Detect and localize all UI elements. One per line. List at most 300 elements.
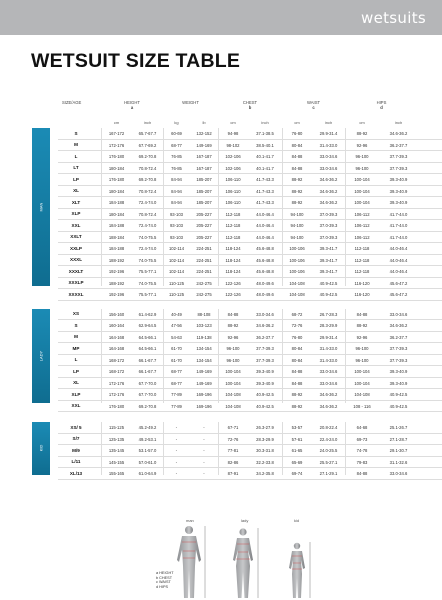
table-cell: 68-77 bbox=[171, 380, 182, 386]
lady-category-band bbox=[32, 309, 50, 404]
table-cell: 39.3-40.9 bbox=[389, 369, 408, 374]
table-cell: 34.6-36.2 bbox=[319, 177, 338, 182]
table-cell: 69-74 bbox=[291, 471, 303, 476]
size-label: S/7 bbox=[72, 436, 80, 441]
table-cell: 37.7-39.3 bbox=[256, 357, 274, 363]
table-cell: 41.7-43.3 bbox=[256, 177, 274, 182]
table-cell: 84-94 bbox=[171, 188, 182, 194]
table-cell: 84-88 bbox=[227, 311, 239, 317]
table-cell: 84-88 bbox=[356, 471, 368, 476]
table-cell: 167-172 bbox=[108, 131, 125, 136]
unit-label: cm bbox=[294, 120, 300, 125]
unit-label: inch bbox=[143, 120, 152, 125]
table-cell: 92-96 bbox=[227, 334, 239, 340]
table-row bbox=[58, 378, 442, 390]
table-cell: 88-92 bbox=[291, 200, 303, 205]
table-cell: 79-83 bbox=[356, 459, 368, 465]
column-divider bbox=[282, 309, 283, 404]
table-cell: 25.5-27.1 bbox=[319, 459, 338, 465]
table-cell: 53.1-57.0 bbox=[138, 448, 157, 453]
table-cell: 33.0-34.6 bbox=[389, 471, 408, 476]
column-divider bbox=[163, 309, 164, 404]
height-header: HEIGHT a bbox=[124, 100, 140, 110]
size-label: L/11 bbox=[71, 459, 81, 464]
table-cell: 96-100 bbox=[355, 346, 369, 351]
table-cell: 33.0-34.6 bbox=[319, 380, 338, 386]
column-divider bbox=[218, 128, 219, 286]
table-row bbox=[58, 140, 442, 152]
table-cell: 106-112 bbox=[354, 223, 370, 228]
table-cell: 118-124 bbox=[225, 257, 241, 263]
table-cell: 104-108 bbox=[354, 392, 370, 397]
table-cell: 103-123 bbox=[196, 323, 212, 328]
table-cell: 29.9-31.4 bbox=[319, 131, 338, 136]
table-cell: 112-118 bbox=[225, 234, 241, 240]
table-cell: 100-104 bbox=[354, 188, 370, 194]
table-cell: 33.0-34.6 bbox=[319, 154, 338, 159]
table-cell: 61.0-64.9 bbox=[138, 471, 157, 476]
table-cell: 48.0-49.6 bbox=[256, 280, 274, 286]
table-cell: 176-180 bbox=[108, 177, 125, 182]
size-label: XS bbox=[72, 311, 80, 316]
table-cell: 172-176 bbox=[108, 392, 125, 397]
table-cell: 29.1-30.7 bbox=[389, 448, 408, 453]
table-cell: 96-100 bbox=[226, 346, 240, 351]
unit-label: kg bbox=[174, 120, 179, 125]
column-divider bbox=[163, 128, 164, 286]
table-cell: 34.6-36.2 bbox=[319, 188, 338, 194]
table-cell: 180-184 bbox=[108, 165, 125, 171]
table-cell: 69.2-70.8 bbox=[138, 154, 157, 159]
size-label: XLP bbox=[71, 211, 81, 216]
table-cell: 41.7-44.0 bbox=[389, 234, 408, 240]
table-cell: 88-92 bbox=[291, 392, 303, 397]
size-label: XL bbox=[73, 188, 79, 193]
size-label: XL/13 bbox=[69, 470, 83, 476]
table-cell: 149-169 bbox=[196, 369, 212, 374]
size-label: L bbox=[74, 153, 78, 159]
body-silhouettes bbox=[0, 518, 442, 600]
table-cell: 33.0-34.6 bbox=[319, 165, 338, 171]
man-figure bbox=[177, 526, 201, 598]
category-label: LADY bbox=[38, 350, 44, 361]
table-cell: 44.0-46.4 bbox=[389, 246, 408, 251]
table-cell: 185-207 bbox=[196, 177, 212, 182]
table-cell: 135-145 bbox=[108, 448, 125, 453]
table-cell: 40.9-42.5 bbox=[256, 403, 274, 409]
table-cell: 70.8-72.4 bbox=[138, 188, 157, 194]
table-cell: - bbox=[203, 436, 205, 442]
table-cell: 64.5-66.1 bbox=[138, 334, 157, 340]
table-cell: 27.1-28.7 bbox=[389, 436, 408, 442]
table-cell: 184-188 bbox=[108, 223, 125, 228]
table-cell: 164-168 bbox=[108, 334, 125, 340]
table-cell: 37.1-38.5 bbox=[256, 131, 274, 136]
column-divider bbox=[101, 422, 102, 475]
table-cell: 39.3-40.9 bbox=[389, 188, 408, 194]
table-cell: 34.6-36.2 bbox=[319, 392, 338, 397]
size-label: LT bbox=[73, 165, 79, 170]
table-cell: 93-103 bbox=[169, 211, 184, 217]
size-label: XLP bbox=[71, 391, 81, 397]
table-header bbox=[58, 97, 442, 128]
table-cell: 72-76 bbox=[227, 436, 239, 442]
table-row bbox=[58, 389, 442, 401]
size-label: XS/ 5 bbox=[70, 424, 82, 430]
table-cell: 37.7-39.3 bbox=[389, 346, 408, 351]
table-cell: 110-125 bbox=[168, 292, 185, 297]
table-cell: 167-187 bbox=[196, 165, 212, 171]
table-cell: 149-169 bbox=[196, 142, 212, 148]
table-cell: 94-100 bbox=[290, 211, 304, 217]
table-cell: 25.1-26.7 bbox=[389, 425, 408, 430]
table-cell: 40.9-42.5 bbox=[319, 280, 338, 286]
table-cell: 34.6-36.2 bbox=[389, 131, 408, 136]
table-cell: - bbox=[203, 471, 205, 476]
table-cell: 72.4-74.0 bbox=[138, 200, 157, 205]
table-cell: 80-84 bbox=[291, 357, 303, 363]
lady-size-group bbox=[38, 309, 442, 413]
table-cell: 40.9-42.5 bbox=[319, 292, 338, 297]
table-cell: 185-207 bbox=[196, 200, 212, 205]
table-cell: 67.7-70.0 bbox=[138, 392, 157, 397]
table-row bbox=[58, 445, 442, 457]
table-row bbox=[58, 309, 442, 321]
table-cell: 122-126 bbox=[225, 280, 241, 286]
table-cell: 96-100 bbox=[355, 154, 369, 159]
table-cell: 116-120 bbox=[354, 280, 370, 286]
table-cell: 116-120 bbox=[354, 292, 370, 297]
table-cell: 68-72 bbox=[291, 311, 303, 317]
table-cell: 112-118 bbox=[354, 269, 370, 274]
unit-label: inch bbox=[394, 120, 403, 125]
kid-size-group bbox=[38, 422, 442, 480]
table-cell: 72.4-74.0 bbox=[138, 246, 157, 251]
table-cell: 31.4-33.0 bbox=[319, 142, 338, 148]
hips-header: HIPS d bbox=[376, 100, 387, 110]
table-cell: 188-192 bbox=[108, 280, 125, 286]
brand-label: wetsuits bbox=[361, 9, 426, 27]
table-cell: 44.0-46.4 bbox=[256, 234, 274, 240]
table-cell: 45.6-48.8 bbox=[256, 246, 274, 251]
table-cell: 184-188 bbox=[108, 200, 125, 205]
size-label: XXLP bbox=[70, 245, 82, 251]
table-cell: 69-73 bbox=[356, 436, 368, 442]
table-cell: 242-275 bbox=[196, 280, 212, 286]
figure-label-lady: lady bbox=[241, 518, 249, 523]
table-cell: 74.0-75.5 bbox=[138, 234, 157, 240]
legend-item: a HEIGHT bbox=[156, 571, 174, 575]
table-cell: 122-126 bbox=[225, 292, 241, 297]
table-cell: 88-92 bbox=[291, 403, 303, 409]
size-age-header: SIZE/AGE bbox=[62, 100, 82, 105]
column-divider bbox=[163, 422, 164, 475]
table-cell: 160-164 bbox=[108, 323, 125, 328]
table-cell: 40.1-41.7 bbox=[256, 165, 274, 171]
legend-item: d HIPS bbox=[156, 584, 169, 589]
size-label: M bbox=[74, 334, 78, 339]
table-cell: 119-138 bbox=[196, 334, 212, 340]
table-cell: 62.9-64.5 bbox=[138, 323, 157, 328]
table-cell: 176-180 bbox=[108, 154, 125, 159]
table-cell: 70.8-72.4 bbox=[138, 165, 157, 171]
table-cell: 77-89 bbox=[171, 392, 182, 397]
table-cell: 88-92 bbox=[356, 323, 368, 328]
table-cell: 96-100 bbox=[355, 357, 369, 363]
table-cell: 38.5-40.1 bbox=[256, 142, 274, 148]
table-cell: 102-106 bbox=[225, 154, 241, 159]
table-cell: 68-77 bbox=[171, 142, 182, 148]
table-cell: 205-227 bbox=[196, 234, 212, 240]
table-cell: 102-114 bbox=[168, 269, 185, 274]
table-cell: 84-88 bbox=[291, 369, 303, 374]
table-cell: 100-106 bbox=[289, 257, 305, 263]
table-cell: 84-88 bbox=[291, 165, 303, 171]
table-cell: 106-112 bbox=[354, 234, 370, 240]
table-cell: 242-275 bbox=[196, 292, 212, 297]
size-label: MP bbox=[72, 345, 80, 351]
table-cell: 39.3-41.7 bbox=[319, 269, 338, 274]
size-label: L bbox=[74, 357, 78, 362]
table-cell: 44.0-46.4 bbox=[256, 223, 274, 228]
table-cell: - bbox=[203, 425, 205, 430]
table-cell: 106-112 bbox=[354, 211, 370, 217]
table-cell: 96-100 bbox=[355, 165, 369, 171]
table-cell: 134-154 bbox=[196, 357, 212, 363]
table-cell: 69.2-70.8 bbox=[138, 177, 157, 182]
table-cell: - bbox=[175, 425, 178, 430]
table-cell: 72-76 bbox=[291, 323, 303, 328]
table-cell: 34.6-36.2 bbox=[319, 403, 338, 409]
size-label: LP bbox=[73, 176, 79, 182]
table-cell: 41.7-43.3 bbox=[256, 188, 274, 194]
table-cell: 192-196 bbox=[108, 269, 125, 274]
column-divider bbox=[345, 422, 346, 475]
table-cell: 40.9-42.5 bbox=[389, 403, 408, 409]
table-row bbox=[58, 457, 442, 469]
table-cell: 84-88 bbox=[291, 154, 303, 159]
table-cell: - bbox=[175, 459, 178, 465]
table-cell: 74-78 bbox=[356, 448, 368, 453]
table-cell: 36.2-37.7 bbox=[256, 334, 274, 340]
table-row bbox=[58, 151, 442, 163]
table-cell: 40.1-41.7 bbox=[256, 154, 274, 159]
table-cell: 102-106 bbox=[225, 165, 241, 171]
table-cell: 87-91 bbox=[227, 471, 239, 476]
unit-label: cm bbox=[230, 120, 236, 125]
size-label: XXXL bbox=[70, 257, 82, 262]
figure-label-kid: kid bbox=[294, 518, 300, 523]
table-cell: 80-84 bbox=[291, 346, 303, 351]
table-cell: 66.1-67.7 bbox=[138, 369, 157, 374]
table-cell: 80-84 bbox=[291, 142, 303, 148]
table-row bbox=[58, 220, 442, 232]
size-label: XXXLT bbox=[68, 268, 84, 274]
table-row bbox=[58, 243, 442, 255]
table-cell: 39.3-40.9 bbox=[389, 380, 408, 386]
table-cell: 93-103 bbox=[169, 223, 184, 228]
table-cell: 76-80 bbox=[291, 131, 303, 136]
table-cell: 169-196 bbox=[196, 403, 212, 409]
table-cell: - bbox=[203, 459, 205, 465]
table-cell: 184-188 bbox=[108, 246, 125, 251]
table-cell: - bbox=[203, 448, 205, 453]
top-banner bbox=[0, 0, 442, 35]
table-cell: 156-160 bbox=[108, 311, 125, 317]
table-row bbox=[58, 174, 442, 186]
body-figures bbox=[0, 518, 442, 600]
table-cell: 108 - 116 bbox=[353, 403, 371, 409]
table-row bbox=[58, 278, 442, 290]
table-row bbox=[58, 266, 442, 278]
table-cell: 112-118 bbox=[354, 257, 370, 263]
table-cell: 104-108 bbox=[225, 392, 241, 397]
table-cell: 64.5-66.1 bbox=[138, 346, 157, 351]
table-cell: 145-155 bbox=[108, 459, 125, 465]
table-cell: 44.0-46.4 bbox=[256, 211, 274, 217]
table-cell: 36.2-37.7 bbox=[389, 142, 408, 148]
table-cell: 41.7-44.0 bbox=[389, 223, 408, 228]
table-cell: 76-85 bbox=[171, 154, 182, 159]
table-cell: 185-207 bbox=[196, 188, 212, 194]
column-divider bbox=[218, 309, 219, 404]
chest-header: CHEST b bbox=[242, 100, 258, 110]
table-cell: 104-108 bbox=[289, 280, 305, 286]
size-label: XXXXL bbox=[68, 291, 84, 297]
size-label: LP bbox=[73, 368, 79, 374]
table-cell: 29.9-31.4 bbox=[319, 334, 338, 340]
table-cell: - bbox=[175, 448, 178, 453]
table-cell: 34.6-36.2 bbox=[389, 323, 408, 328]
table-cell: 82-86 bbox=[227, 459, 239, 465]
table-cell: 88-92 bbox=[356, 131, 368, 136]
table-cell: 45.2-49.2 bbox=[138, 425, 157, 430]
table-cell: 77-89 bbox=[171, 403, 182, 409]
table-cell: 172-176 bbox=[108, 142, 125, 148]
table-cell: 45.6-48.8 bbox=[256, 269, 274, 274]
table-cell: 26.7-28.3 bbox=[319, 311, 338, 317]
size-label: XL bbox=[73, 380, 79, 385]
table-cell: 100-104 bbox=[354, 380, 370, 386]
table-cell: 88-108 bbox=[197, 311, 211, 317]
table-cell: 94-98 bbox=[227, 131, 239, 136]
table-cell: 106-110 bbox=[225, 188, 241, 194]
table-cell: 167-187 bbox=[196, 154, 212, 159]
table-cell: 88-92 bbox=[227, 323, 239, 328]
table-cell: 31.1-32.6 bbox=[389, 459, 408, 465]
table-cell: 169-196 bbox=[196, 392, 212, 397]
table-cell: 93-103 bbox=[169, 234, 184, 240]
column-divider bbox=[345, 128, 346, 286]
table-row bbox=[58, 163, 442, 175]
unit-label: inch bbox=[324, 120, 333, 125]
table-cell: 61.4-62.9 bbox=[138, 311, 157, 317]
table-cell: 118-124 bbox=[225, 246, 241, 251]
size-label: S bbox=[74, 322, 78, 328]
men-size-group bbox=[38, 128, 442, 301]
table-cell: 37.0-39.3 bbox=[319, 234, 338, 240]
table-cell: 31.4-33.0 bbox=[319, 346, 338, 351]
column-divider bbox=[282, 128, 283, 286]
column-divider bbox=[101, 128, 102, 286]
table-row bbox=[58, 468, 442, 480]
waist-header: WAIST c bbox=[306, 100, 321, 110]
table-cell: 176-180 bbox=[108, 403, 125, 409]
size-label: M/9 bbox=[72, 447, 80, 453]
table-cell: 33.0-34.6 bbox=[389, 311, 408, 317]
table-cell: 70.8-72.4 bbox=[138, 211, 157, 217]
table-cell: 172-176 bbox=[108, 380, 125, 386]
table-row bbox=[58, 232, 442, 244]
table-row bbox=[58, 401, 442, 413]
table-cell: 39.3-40.9 bbox=[389, 177, 408, 182]
table-cell: 39.3-41.7 bbox=[319, 257, 338, 263]
table-cell: 40.9-42.5 bbox=[256, 392, 274, 397]
table-cell: 224-251 bbox=[196, 269, 212, 274]
table-cell: 224-251 bbox=[196, 246, 212, 251]
table-cell: 39.3-40.9 bbox=[256, 369, 274, 374]
table-cell: 57-61 bbox=[291, 436, 303, 442]
table-cell: 106-110 bbox=[225, 200, 241, 205]
table-cell: 31.4-33.0 bbox=[319, 357, 338, 363]
table-cell: 34.6-36.2 bbox=[319, 200, 338, 205]
table-cell: 37.0-39.3 bbox=[319, 211, 338, 217]
table-cell: 40-49 bbox=[171, 311, 182, 317]
size-label: XLT bbox=[71, 199, 81, 205]
table-row bbox=[58, 332, 442, 344]
table-cell: 168-172 bbox=[108, 369, 125, 374]
size-label: S bbox=[74, 130, 78, 136]
table-cell: 76-85 bbox=[171, 165, 182, 171]
size-label: XXL bbox=[71, 403, 81, 408]
table-cell: 75.5-77.1 bbox=[138, 292, 157, 297]
table-row bbox=[58, 209, 442, 221]
table-cell: 118-124 bbox=[225, 269, 241, 274]
legend-item: b CHEST bbox=[156, 575, 173, 580]
column-divider bbox=[218, 422, 219, 475]
table-cell: 164-168 bbox=[108, 346, 125, 351]
table-cell: 26.3-27.9 bbox=[256, 425, 274, 430]
table-cell: 45.6-48.8 bbox=[256, 257, 274, 263]
table-cell: 155-165 bbox=[108, 471, 125, 476]
table-cell: 94-100 bbox=[290, 223, 304, 228]
table-cell: 125-135 bbox=[108, 436, 125, 442]
table-cell: 100-104 bbox=[225, 369, 241, 374]
table-cell: 53-57 bbox=[291, 425, 303, 430]
table-cell: 57.0-61.0 bbox=[138, 459, 157, 465]
table-cell: 74.0-75.5 bbox=[138, 280, 157, 286]
table-cell: 24.0-25.5 bbox=[319, 448, 338, 453]
kid-figure bbox=[289, 543, 305, 598]
table-cell: 112-118 bbox=[354, 246, 370, 251]
table-cell: 100-104 bbox=[354, 200, 370, 205]
table-cell: 67-71 bbox=[227, 425, 239, 430]
table-cell: 40.9-42.5 bbox=[389, 392, 408, 397]
table-cell: 77-81 bbox=[227, 448, 239, 453]
table-row bbox=[58, 255, 442, 267]
table-cell: 98-102 bbox=[226, 142, 240, 148]
table-cell: 41.7-43.3 bbox=[256, 200, 274, 205]
table-cell: 100-106 bbox=[289, 246, 305, 251]
table-cell: 134-154 bbox=[196, 346, 212, 351]
table-cell: 67.7-70.0 bbox=[138, 380, 157, 386]
table-cell: 64-68 bbox=[356, 425, 368, 430]
measurement-legend bbox=[156, 571, 174, 589]
table-cell: 54-63 bbox=[171, 334, 182, 340]
table-cell: 28.3-29.9 bbox=[319, 323, 338, 328]
table-row bbox=[58, 422, 442, 434]
table-cell: - bbox=[175, 436, 178, 442]
